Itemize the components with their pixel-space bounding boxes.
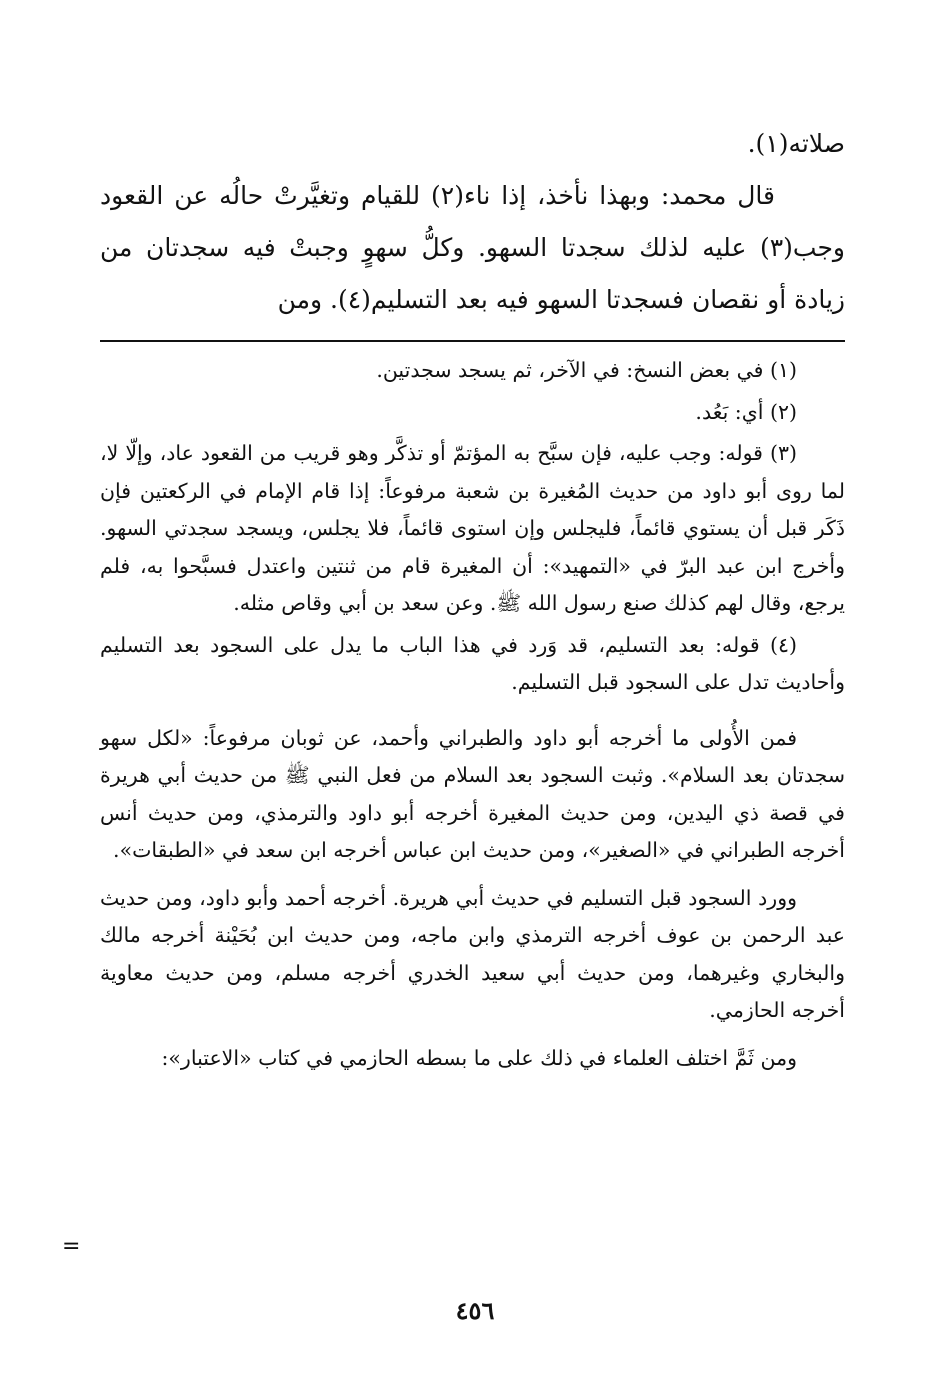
footnote-4-continued-1: فمن الأُولى ما أخرجه أبو داود والطبراني وأحمد، عن ثوبان مرفوعاً: «لكل سهو سجدتان بعد السلام». وثبت السجود بعد السلام من فعل النبي ﷺ من حديث أبي هريرة في قصة ذي اليدين، ومن حديث المغيرة أخرجه أبو داود والترمذي، ومن حديث أنس أخرجه الطبراني في «الصغير»، ومن حديث ابن عباس أخرجه ابن سعد في «الطبقات». [100, 725, 845, 862]
main-text [100, 118, 845, 326]
page-body [100, 118, 845, 1081]
main-text-line-1: صلاته(١). [747, 129, 845, 158]
footnote-2: (٢) أي: بَعُد. [695, 399, 797, 424]
footnote-3: (٣) قوله: وجب عليه، فإن سبَّح به المؤتمّ أو تذكَّر وهو قريب من القعود عاد، وإلّا لا، لما روى أبو داود من حديث المُغيرة بن شعبة مرفوعاً: إذا قام الإمام في الركعتين فإن ذَكَر قبل أن يستوي قائماً، فليجلس وإن استوى قائماً، فلا يجلس، ويسجد سجدتي السهو. وأخرج ابن عبد البرّ في «التمهيد»: أن المغيرة قام من ثنتين واعتدل فسبَّحوا به، فلم يرجع، وقال لهم كذلك صنع رسول الله ﷺ. وعن سعد بن أبي وقاص مثله. [100, 441, 845, 615]
continuation-mark: = [62, 1234, 81, 1259]
footnote-4-continued-3: ومن ثَمَّ اختلف العلماء في ذلك على ما بسطه الحازمي في كتاب «الاعتبار»: [161, 1045, 797, 1070]
main-text-paragraph-2: قال محمد: وبهذا نأخذ، إذا ناء(٢) للقيام وتغيَّرتْ حالُه عن القعود وجب(٣) عليه لذلك سجدتا السهو. وكلُّ سهوٍ وجبتْ فيه سجدتان من زيادة أو نقصان فسجدتا السهو فيه بعد التسليم(٤). ومن [100, 181, 845, 314]
footnote-4: (٤) قوله: بعد التسليم، قد وَرد في هذا الباب ما يدل على السجود بعد التسليم وأحاديث تدل على السجود قبل التسليم. [100, 632, 845, 694]
footnote-1: (١) في بعض النسخ: في الآخر، ثم يسجد سجدتين. [376, 358, 797, 382]
footnote-4-continued-2: وورد السجود قبل التسليم في حديث أبي هريرة. أخرجه أحمد وأبو داود، ومن حديث عبد الرحمن بن عوف أخرجه الترمذي وابن ماجه، ومن حديث ابن بُحَيْنة أخرجه مالك والبخاري وغيرهما، ومن حديث أبي سعيد الخدري أخرجه مسلم، ومن حديث معاوية أخرجه الحازمي. [100, 885, 845, 1022]
footnotes [100, 352, 845, 1077]
page-number: ٤٥٦ [455, 1296, 495, 1325]
footnote-separator [100, 340, 845, 342]
